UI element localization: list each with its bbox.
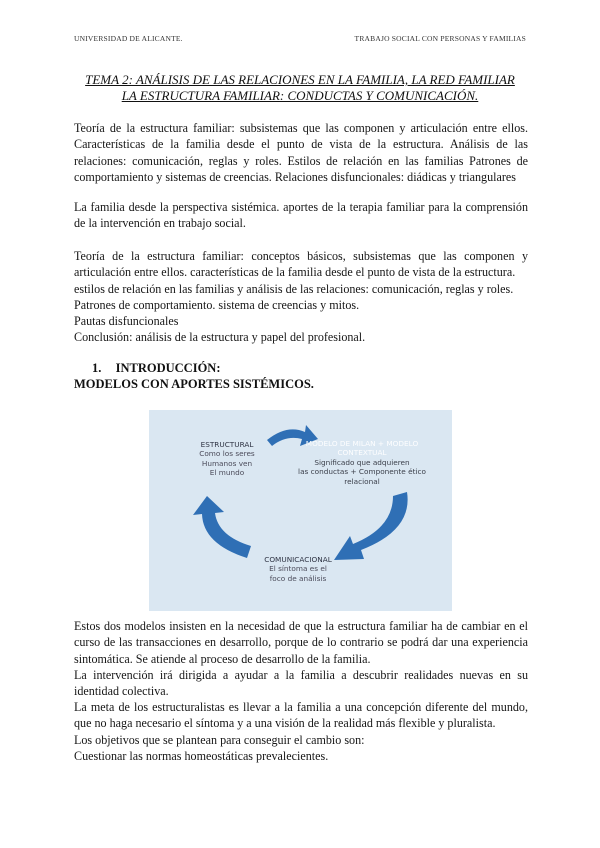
topic-line: estilos de relación en las familias y análisis de las relaciones: comunicación, reglas y roles.	[74, 282, 514, 296]
node-structural-desc: El mundo	[209, 468, 245, 478]
node-structural-desc: Humanos ven	[201, 458, 253, 468]
header-course: TRABAJO SOCIAL CON PERSONAS Y FAMILIAS	[354, 34, 526, 43]
title-line-1: TEMA 2: ANÁLISIS DE LAS RELACIONES EN LA FAMILIA, LA RED FAMILIAR	[85, 72, 515, 87]
node-milan-desc: relacional	[344, 476, 380, 486]
topic-line: Pautas disfuncionales	[74, 314, 179, 328]
arrow-right-icon	[334, 492, 408, 560]
node-structural-title: ESTRUCTURAL	[200, 440, 254, 449]
topic-line: Patrones de comportamiento. sistema de creencias y mitos.	[74, 298, 360, 312]
node-milan-title: MODELO DE MILAN + MODELO	[305, 439, 419, 448]
theory-paragraph: Teoría de la estructura familiar: conceptos básicos, subsistemas que las componen y articulación entre ellos. características de la familia desde el punto de vista de la estructura.	[74, 249, 528, 280]
body-paragraph: La intervención irá dirigida a ayudar a la familia a descubrir realidades nuevas en su identidad colectiva.	[74, 668, 528, 699]
document-title	[60, 72, 540, 104]
node-structural-desc: Como los seres	[199, 449, 255, 459]
section-heading	[92, 360, 221, 376]
node-milan-title-2: CONTEXTUAL	[337, 448, 387, 458]
header-university: UNIVERSIDAD DE ALICANTE.	[74, 34, 183, 43]
node-milan-contextual	[287, 439, 437, 486]
perspective-paragraph: La familia desde la perspectiva sistémica. aportes de la terapia familiar para la comprensión de la intervención en trabajo social.	[74, 200, 528, 231]
section-title: INTRODUCCIÓN:	[115, 361, 221, 375]
node-communicational	[243, 555, 353, 583]
systemic-models-diagram	[149, 410, 452, 611]
topic-line: Conclusión: análisis de la estructura y papel del profesional.	[74, 330, 366, 344]
node-communicational-desc: foco de análisis	[269, 573, 327, 583]
body-paragraph: Cuestionar las normas homeostáticas prevalecientes.	[74, 749, 329, 763]
summary-paragraph: Teoría de la estructura familiar: subsistemas que las componen y articulación entre ellos. Características de la familia desde el punto de vista de la estructura. Análisis de las relaciones: comunicación, reglas y roles. Estilos de relación en las familias Patrones de comportamiento y sistemas de creencias. Relaciones disfuncionales: diádicas y triangulares	[74, 121, 528, 184]
body-paragraph: La meta de los estructuralistas es llevar a la familia a una concepción diferente del mundo, que no haga necesario el síntoma y a una visión de la realidad más flexible y pluralista.	[74, 700, 528, 731]
section-subtitle: MODELOS CON APORTES SISTÉMICOS.	[74, 377, 314, 391]
section-number: 1.	[92, 361, 102, 375]
arrow-left-icon	[193, 496, 251, 558]
node-milan-desc: Significado que adquieren	[314, 457, 410, 467]
body-paragraph: Los objetivos que se plantean para conseguir el cambio son:	[74, 733, 365, 747]
body-paragraph: Estos dos modelos insisten en la necesidad de que la estructura familiar ha de cambiar en el curso de las transacciones en desarrollo, porque de lo contrario se podrá dar una experiencia sintomática. Se atiende al proceso de desarrollo de la familia.	[74, 619, 528, 666]
node-communicational-desc: El síntoma es el	[269, 564, 327, 574]
node-structural	[179, 440, 275, 478]
title-line-2: LA ESTRUCTURA FAMILIAR: CONDUCTAS Y COMUNICACIÓN.	[121, 88, 479, 103]
node-milan-desc: las conductas + Componente ético	[298, 467, 426, 477]
node-communicational-title: COMUNICACIONAL	[264, 555, 332, 564]
